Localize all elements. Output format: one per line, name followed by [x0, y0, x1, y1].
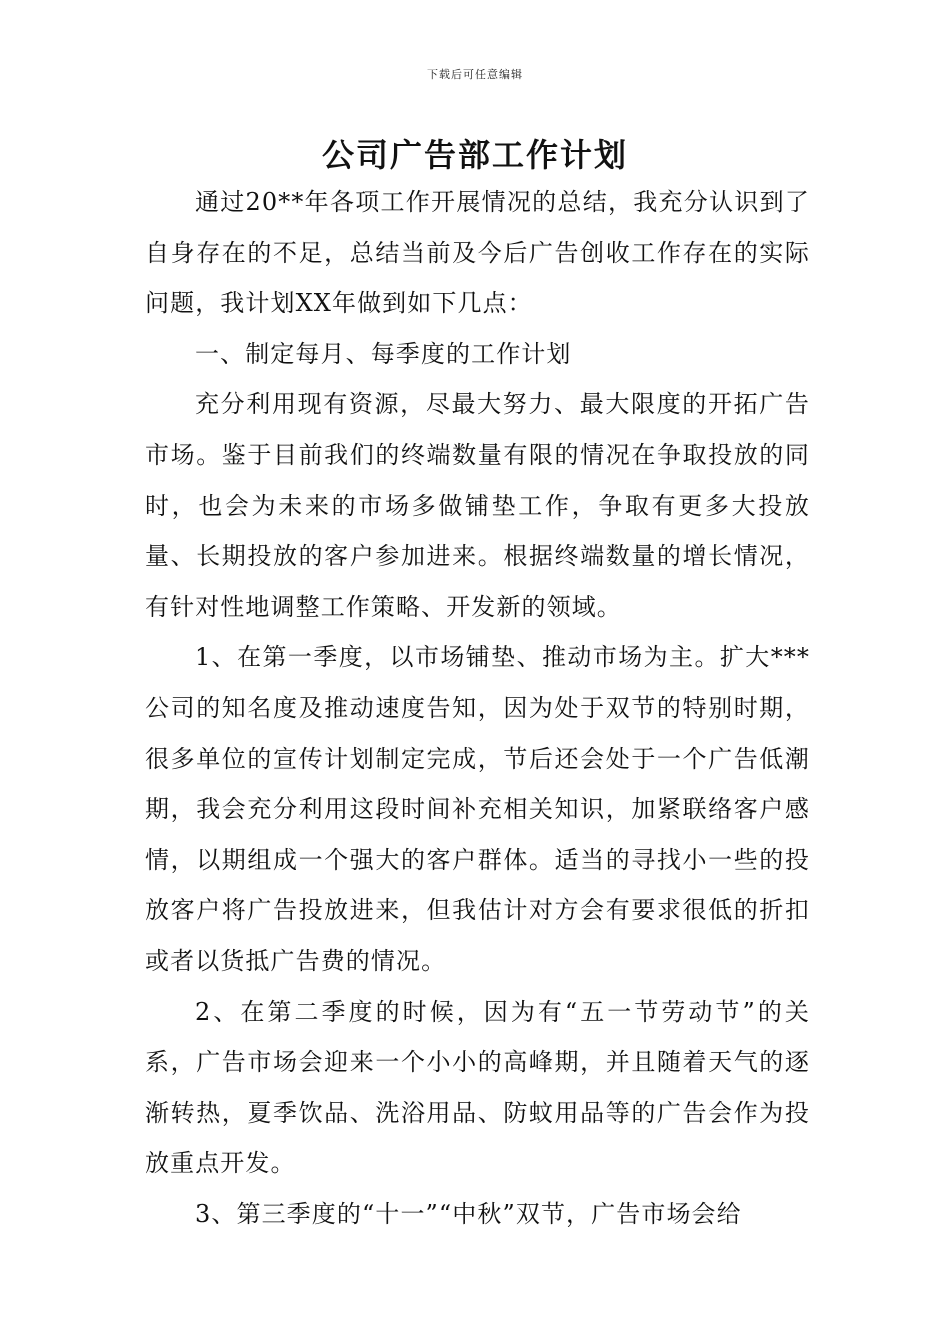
paragraph-resources: 充分利用现有资源，尽最大努力、最大限度的开拓广告市场。鉴于目前我们的终端数量有限的情况在争取投放的同时，也会为未来的市场多做铺垫工作，争取有更多大投放量、长期投放的客户参加进来。根据终端数量的增长情况，有针对性地调整工作策略、开发新的领域。: [145, 390, 810, 621]
paragraph-quarter-1: 1、在第一季度，以市场铺垫、推动市场为主。扩大***公司的知名度及推动速度告知，因为处于双节的特别时期，很多单位的宣传计划制定完成，节后还会处于一个广告低潮期，我会充分利用这段时间补充相关知识，加紧联络客户感情，以期组成一个强大的客户群体。适当的寻找小一些的投放客户将广告投放进来，但我估计对方会有要求很低的折扣或者以货抵广告费的情况。: [145, 643, 810, 975]
section-heading-1: 一、制定每月、每季度的工作计划: [195, 339, 572, 368]
paragraph-quarter-2: 2、在第二季度的时候，因为有“五一节劳动节”的关系，广告市场会迎来一个小小的高峰期，并且随着天气的逐渐转热，夏季饮品、洗浴用品、防蚊用品等的广告会作为投放重点开发。: [145, 997, 810, 1178]
paragraph-intro: 通过20**年各项工作开展情况的总结，我充分认识到了自身存在的不足，总结当前及今后广告创收工作存在的实际问题，我计划XX年做到如下几点：: [145, 188, 810, 318]
page-title: 公司广告部工作计划: [321, 136, 628, 174]
paragraph-quarter-3: 3、第三季度的“十一”“中秋”双节，广告市场会给: [195, 1199, 742, 1228]
document-body: [145, 177, 810, 1239]
header-note: 下载后可任意编辑: [427, 68, 523, 81]
